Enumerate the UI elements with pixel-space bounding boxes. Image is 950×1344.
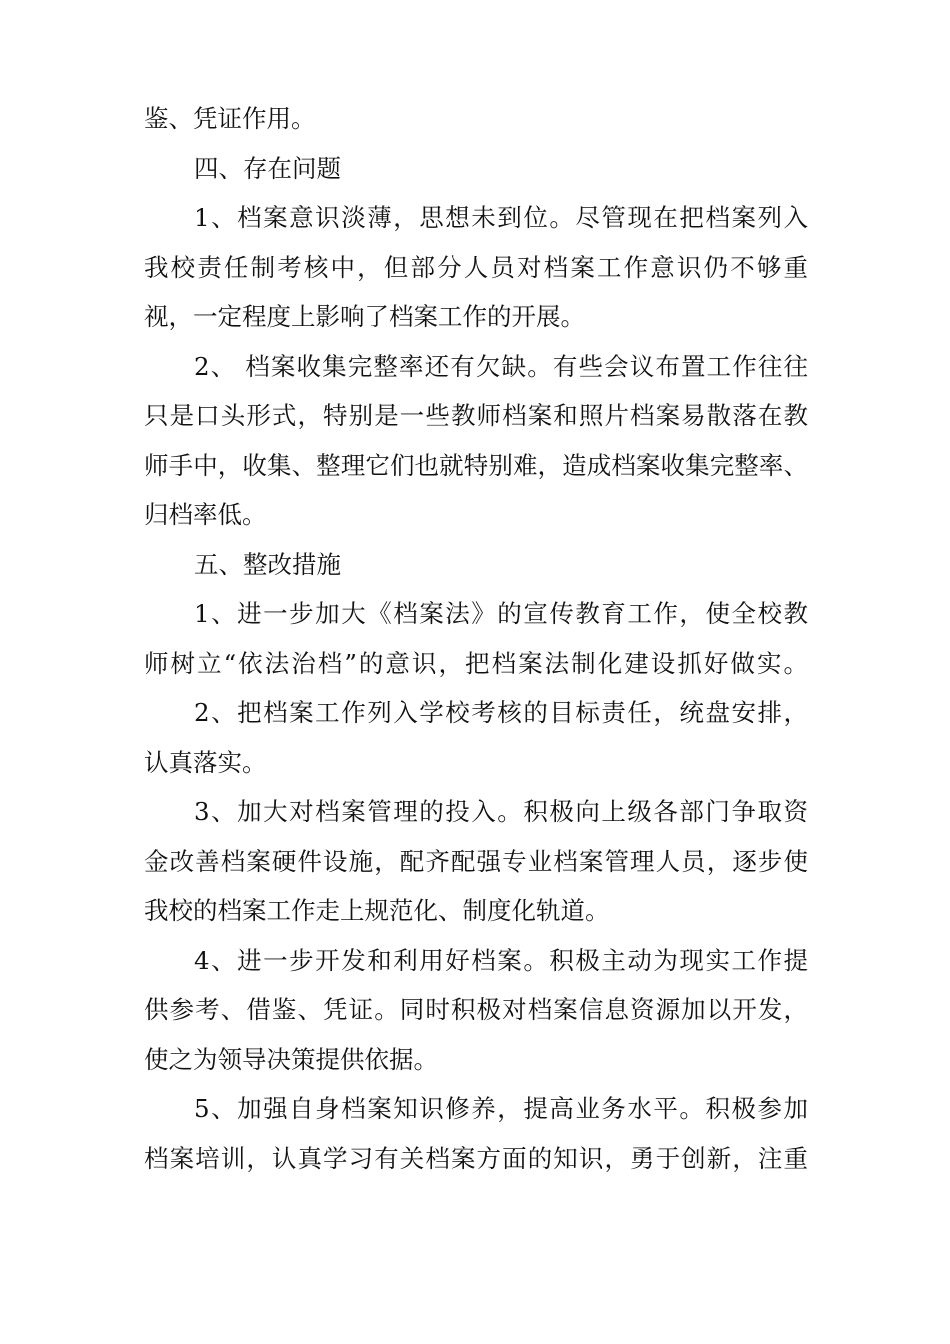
text-line: 视，一定程度上影响了档案工作的开展。 (144, 302, 585, 331)
text-line: 五、整改措施 (194, 549, 341, 579)
text-line: 四、存在问题 (194, 153, 341, 183)
text-line: 师手中，收集、整理它们也就特别难，造成档案收集完整率、 (144, 450, 808, 480)
text-line: 师树立“依法治档”的意识，把档案法制化建设抓好做实。 (144, 648, 808, 678)
document-body (144, 94, 814, 1183)
text-line: 3、加大对档案管理的投入。积极向上级各部门争取资 (194, 797, 808, 826)
text-line: 5、加强自身档案知识修养，提高业务水平。积极参加 (194, 1094, 808, 1123)
text-line: 鉴、凭证作用。 (144, 104, 316, 133)
text-line: 认真落实。 (144, 747, 267, 777)
text-line: 使之为领导决策提供依据。 (144, 1044, 438, 1074)
text-line: 1、档案意识淡薄，思想未到位。尽管现在把档案列入 (194, 203, 808, 232)
text-line: 只是口头形式，特别是一些教师档案和照片档案易散落在教 (144, 401, 808, 430)
text-line: 供参考、借鉴、凭证。同时积极对档案信息资源加以开发， (144, 995, 808, 1024)
text-line: 档案培训，认真学习有关档案方面的知识，勇于创新，注重 (144, 1143, 808, 1173)
text-line: 金改善档案硬件设施，配齐配强专业档案管理人员，逐步使 (144, 846, 808, 876)
text-line: 我校的档案工作走上规范化、制度化轨道。 (144, 896, 610, 925)
text-line: 我校责任制考核中，但部分人员对档案工作意识仍不够重 (144, 252, 808, 282)
text-line: 2、把档案工作列入学校考核的目标责任，统盘安排， (194, 698, 808, 727)
text-line: 1、进一步加大《档案法》的宣传教育工作，使全校教 (194, 599, 808, 628)
text-line: 4、进一步开发和利用好档案。积极主动为现实工作提 (194, 945, 808, 975)
text-line: 2、 档案收集完整率还有欠缺。有些会议布置工作往往 (194, 351, 808, 381)
text-line: 归档率低。 (144, 500, 267, 529)
